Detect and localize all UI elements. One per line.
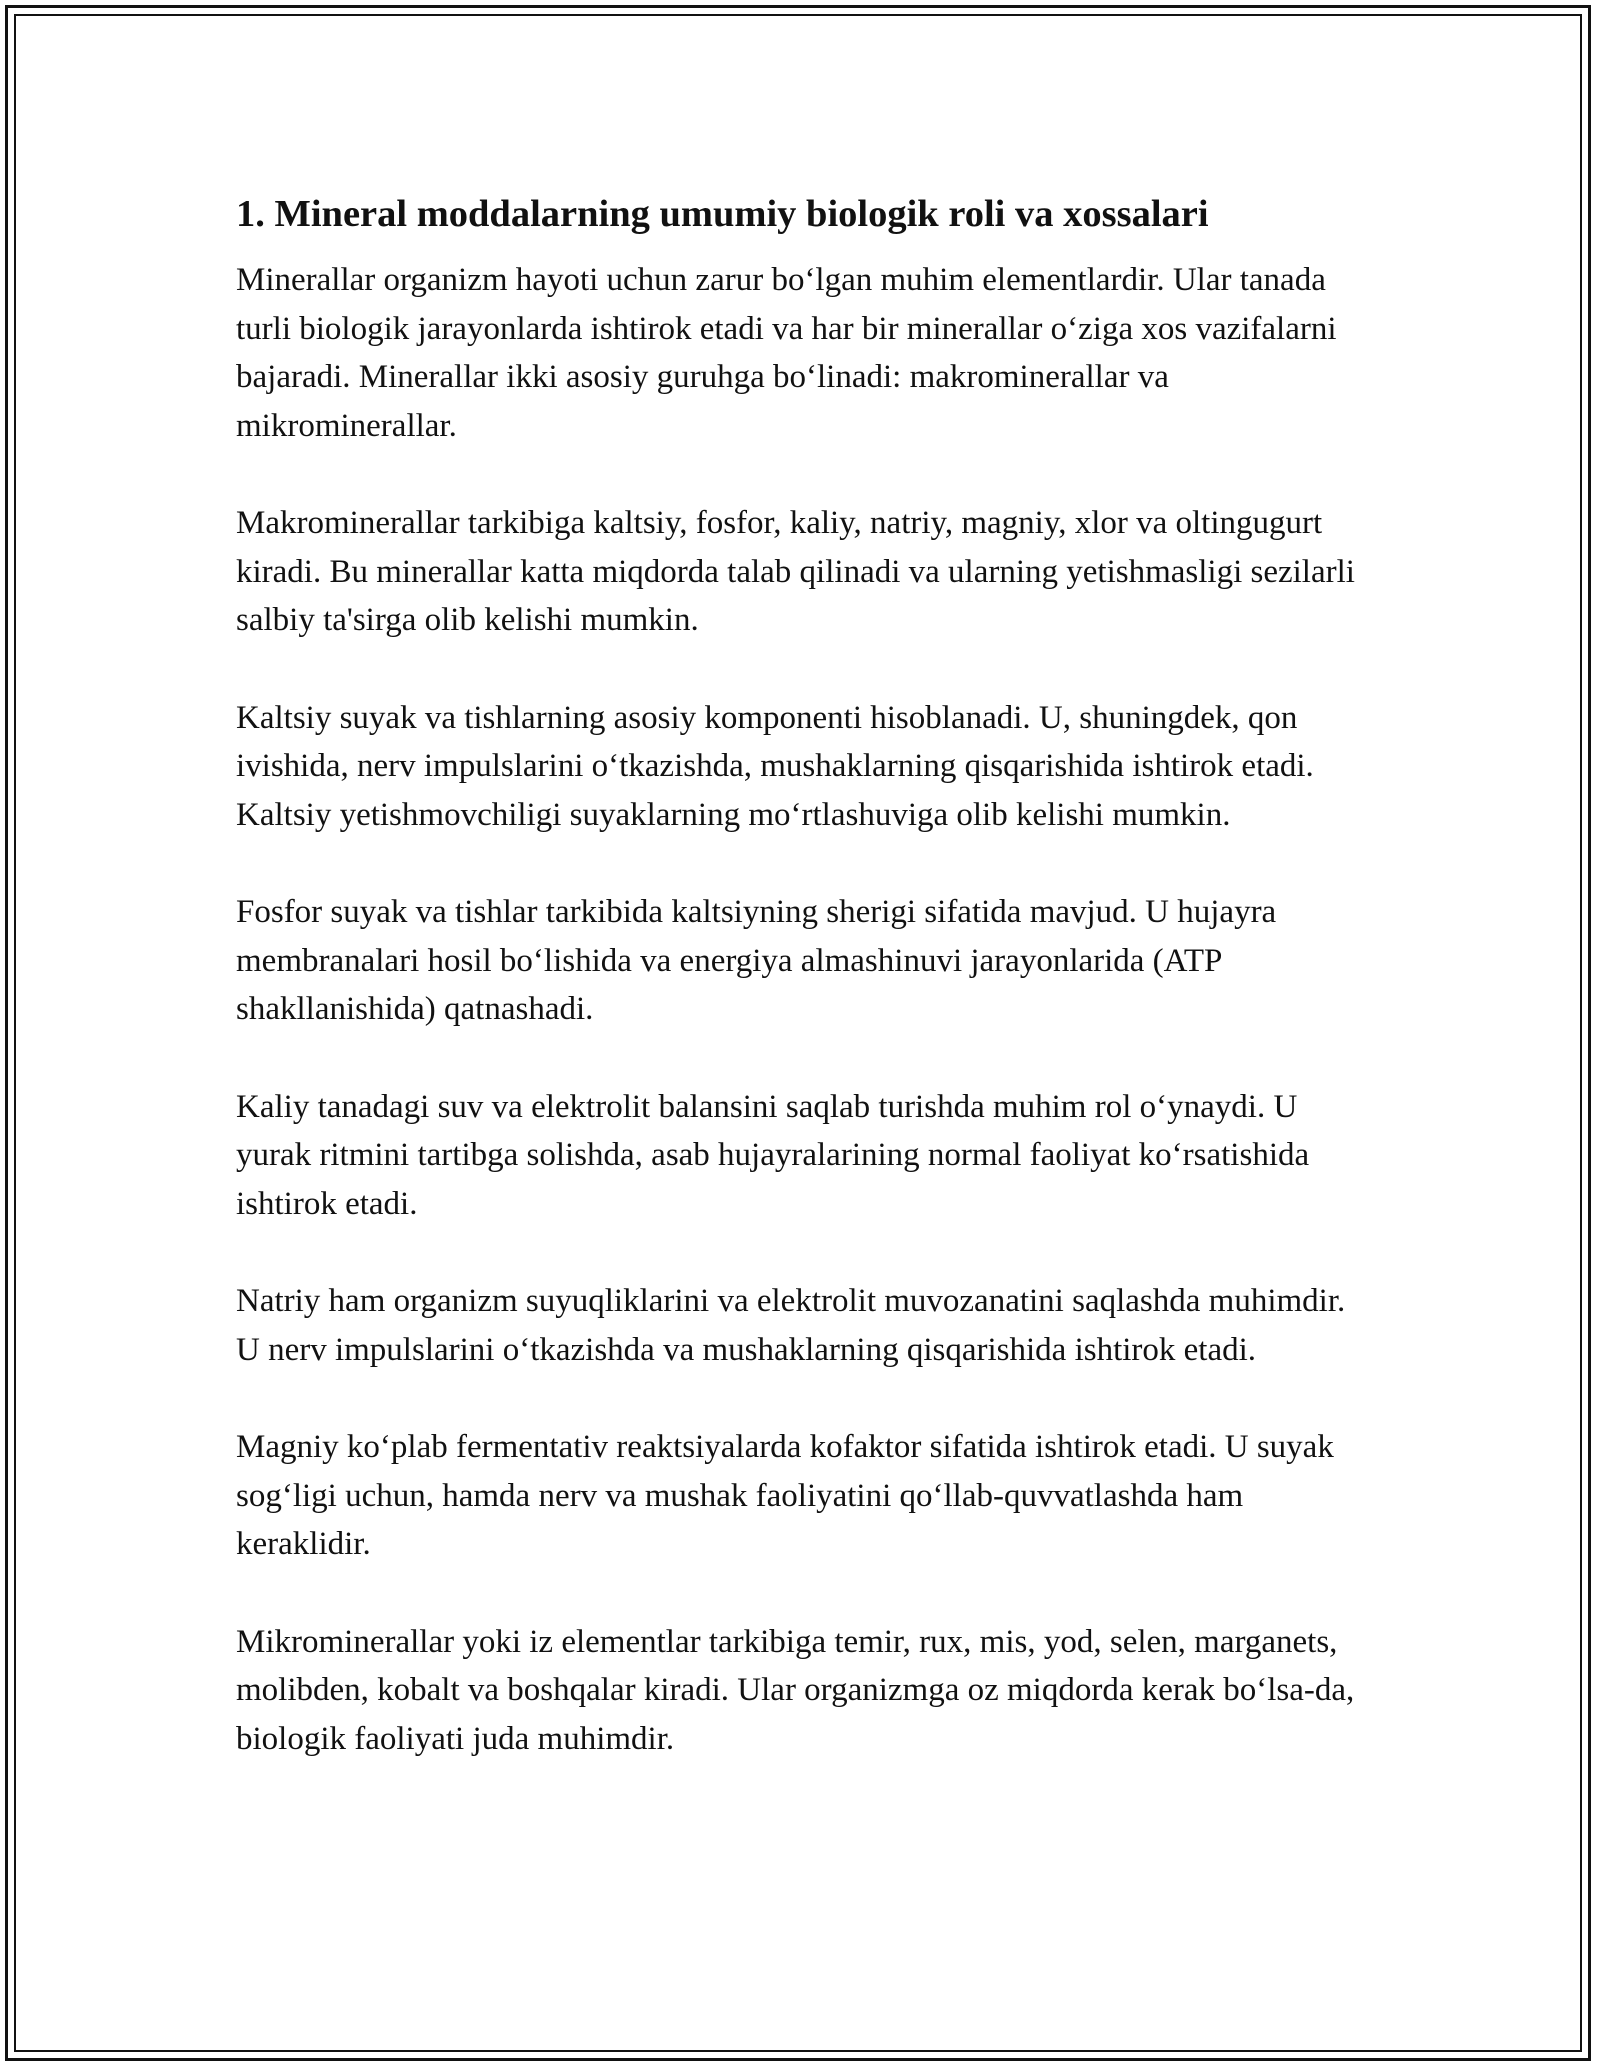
paragraph-sodium: Natriy ham organizm suyuqliklarini va elektrolit muvozanatini saqlashda muhimdir. U nerv impulslarini oʻtkazishda va mushaklarning qisqarishida ishtirok etadi. — [236, 1283, 1346, 1368]
paragraph-microminerals: Mikrominerallar yoki iz elementlar tarkibiga temir, rux, mis, yod, selen, marganets, molibden, kobalt va boshqalar kiradi. Ular organizmga oz miqdorda kerak boʻlsa-da, biologik faoliyati juda muhimdir. — [236, 1623, 1355, 1757]
paragraph-macrominerals: Makrominerallar tarkibiga kaltsiy, fosfor, kaliy, natriy, magniy, xlor va oltingugurt kiradi. Bu minerallar katta miqdorda talab qilinadi va ularning yetishmasligi sezilarli salbiy ta'sirga olib kelishi mumkin. — [236, 505, 1355, 638]
document-body — [236, 188, 1366, 1812]
paragraph-magnesium: Magniy koʻplab fermentativ reaktsiyalarda kofaktor sifatida ishtirok etadi. U suyak sogʻligi uchun, hamda nerv va mushak faoliyatini qoʻllab-quvvatlashda ham keraklidir. — [236, 1429, 1334, 1562]
paragraph-calcium: Kaltsiy suyak va tishlarning asosiy komponenti hisoblanadi. U, shuningdek, qon ivishida, nerv impulslarini oʻtkazishda, mushaklarning qisqarishida ishtirok etadi. Kaltsiy yetishmovchiligi suyaklarning moʻrtlashuviga olib kelishi mumkin. — [236, 699, 1314, 833]
paragraph-phosphorus: Fosfor suyak va tishlar tarkibida kaltsiyning sherigi sifatida mavjud. U hujayra membranalari hosil boʻlishida va energiya almashinuvi jarayonlarida (ATP shakllanishida) qatnashadi. — [236, 894, 1277, 1027]
paragraph-minerals-intro: Minerallar organizm hayoti uchun zarur boʻlgan muhim elementlardir. Ular tanada turli biologik jarayonlarda ishtirok etadi va har bir minerallar oʻziga xos vazifalarni bajaradi. Minerallar ikki asosiy guruhga boʻlinadi: makrominerallar va mikrominerallar. — [236, 262, 1337, 444]
paragraph-potassium: Kaliy tanadagi suv va elektrolit balansini saqlab turishda muhim rol oʻynaydi. U yurak ritmini tartibga solishda, asab hujayralarining normal faoliyat koʻrsatishida ishtirok etadi. — [236, 1088, 1310, 1222]
section-heading: 1. Mineral moddalarning umumiy biologik roli va xossalari — [236, 193, 1209, 235]
